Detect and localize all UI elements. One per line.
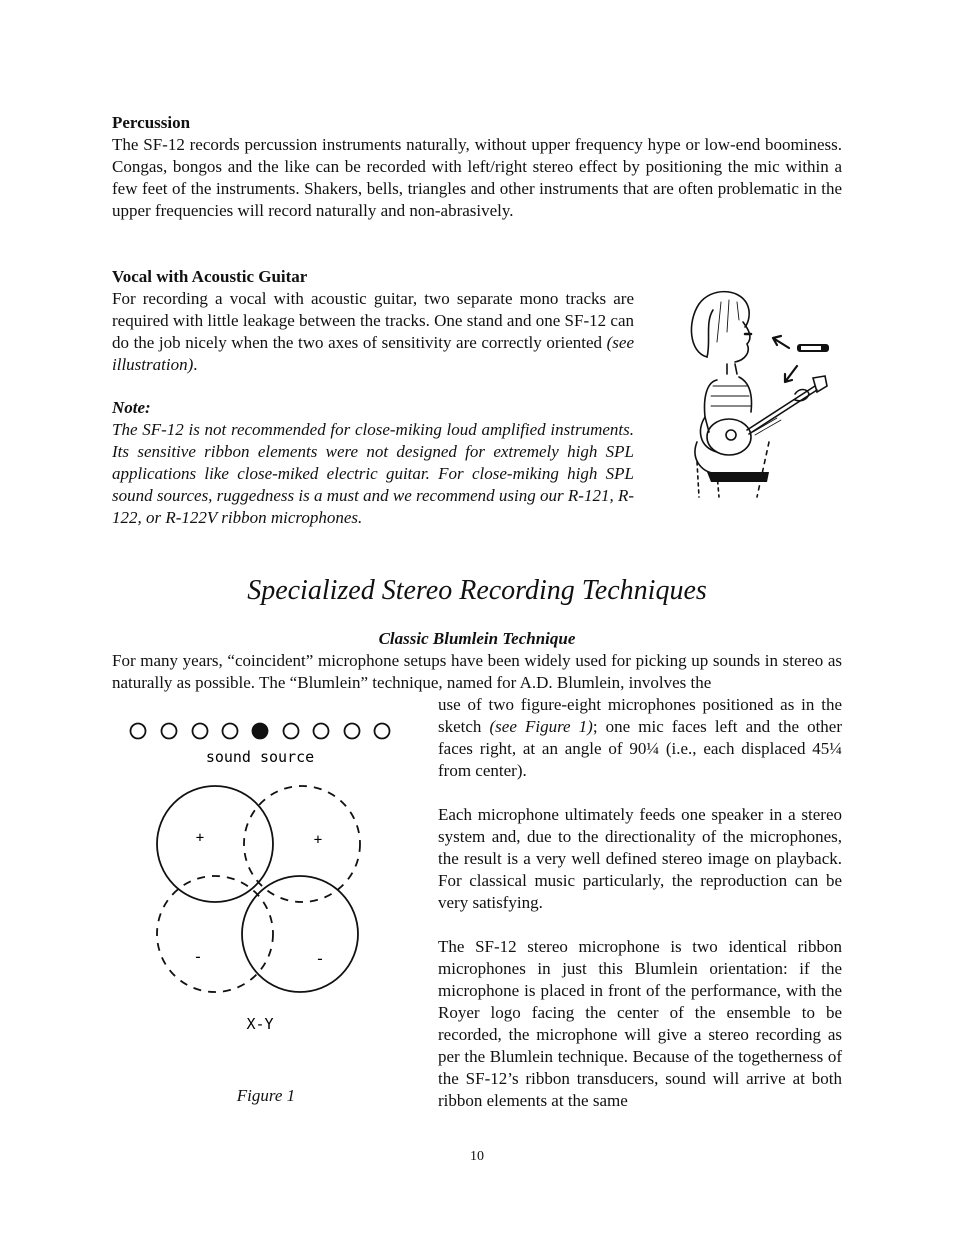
minus-label-right: - — [315, 949, 325, 968]
source-dot-2 — [162, 724, 177, 739]
minus-label-left: - — [193, 947, 203, 966]
note-heading: Note: — [112, 398, 151, 417]
source-dot-9 — [375, 724, 390, 739]
blumlein-paragraph-3: The SF-12 stereo microphone is two identical ribbon microphones in just this Blumlein orientation: if the microphone is placed in front of the performance, with the Royer logo facing the center of the ensemble to be recorded, the microphone will give a stereo recording as per the Blumlein technique. Because of the togetherness of the SF-12’s ribbon transducers, sound will arrive at both ribbon elements at the same — [438, 937, 842, 1110]
plus-label-right: + — [313, 832, 323, 848]
vocal-body-italic: (see illustration) — [112, 333, 634, 374]
vocal-body — [112, 288, 634, 376]
note-body: The SF-12 is not recommended for close-miking loud amplified instruments. Its sensitive ribbon elements were not designed for extremely high SPL applications like close-miked electric guitar. For close-miking high SPL sound sources, ruggedness is a must and we recommend using our R-121, R-122, or R-122V ribbon microphones. — [112, 420, 634, 527]
lobe-front-left — [157, 786, 273, 902]
lobe-rear-right — [242, 876, 358, 992]
blumlein-paragraph-2: Each microphone ultimately feeds one speaker in a stereo system and, due to the directionality of the microphones, the result is a very well defined stereo image on playback. For classical music particularly, the reproduction can be very satisfying. — [438, 805, 842, 912]
vocal-section — [112, 266, 634, 376]
right-column — [438, 694, 842, 1112]
lobe-front-right — [244, 786, 360, 902]
vocal-body-text: For recording a vocal with acoustic guitar, two separate mono tracks are required with little leakage between the tracks. One stand and one SF-12 can do the job nicely when the two axes of sensitivity are correctly oriented — [112, 289, 634, 352]
page-number: 10 — [470, 1149, 484, 1164]
source-dot-filled — [253, 724, 268, 739]
blumlein-paragraph-1 — [438, 694, 842, 782]
source-dot-6 — [284, 724, 299, 739]
lobe-rear-left — [157, 876, 273, 992]
vocal-body-end: . — [193, 355, 198, 374]
p1-text-end: ; one mic faces left and the other faces right, at an angle of 90¼ (i.e., each displaced 45¼ from center). — [438, 717, 842, 780]
percussion-section — [112, 112, 842, 222]
sound-source-label: sound source — [205, 748, 315, 766]
subsection-title: Classic Blumlein Technique — [378, 629, 576, 648]
plus-label-left: + — [195, 830, 205, 846]
section-title: Specialized Stereo Recording Techniques — [247, 575, 707, 606]
xy-label: X-Y — [246, 1015, 274, 1033]
blumlein-diagram — [112, 704, 420, 1054]
source-dot-3 — [193, 724, 208, 739]
source-dot-4 — [223, 724, 238, 739]
p1-text: use of two figure-eight microphones positioned as in the sketch — [438, 695, 842, 736]
note-section — [112, 397, 634, 529]
source-dot-8 — [345, 724, 360, 739]
intro-paragraph: For many years, “coincident” microphone setups have been widely used for picking up sounds in stereo as naturally as possible. The “Blumlein” technique, named for A.D. Blumlein, involves the — [112, 651, 842, 692]
figure-caption: Figure 1 — [236, 1086, 296, 1105]
percussion-heading: Percussion — [112, 113, 191, 132]
figure-reference: (see Figure 1) — [489, 717, 593, 736]
vocal-guitar-illustration — [677, 282, 837, 504]
source-dot-7 — [314, 724, 329, 739]
vocal-heading: Vocal with Acoustic Guitar — [112, 267, 308, 286]
percussion-body: The SF-12 records percussion instruments naturally, without upper frequency hype or low-end boominess. Congas, bongos and the like can be recorded with left/right stereo effect by positioning the mic within a few feet of the instruments. Shakers, bells, triangles and other instruments that are often problematic in the upper frequencies will record naturally and non-abrasively. — [112, 135, 842, 220]
source-dot-1 — [131, 724, 146, 739]
